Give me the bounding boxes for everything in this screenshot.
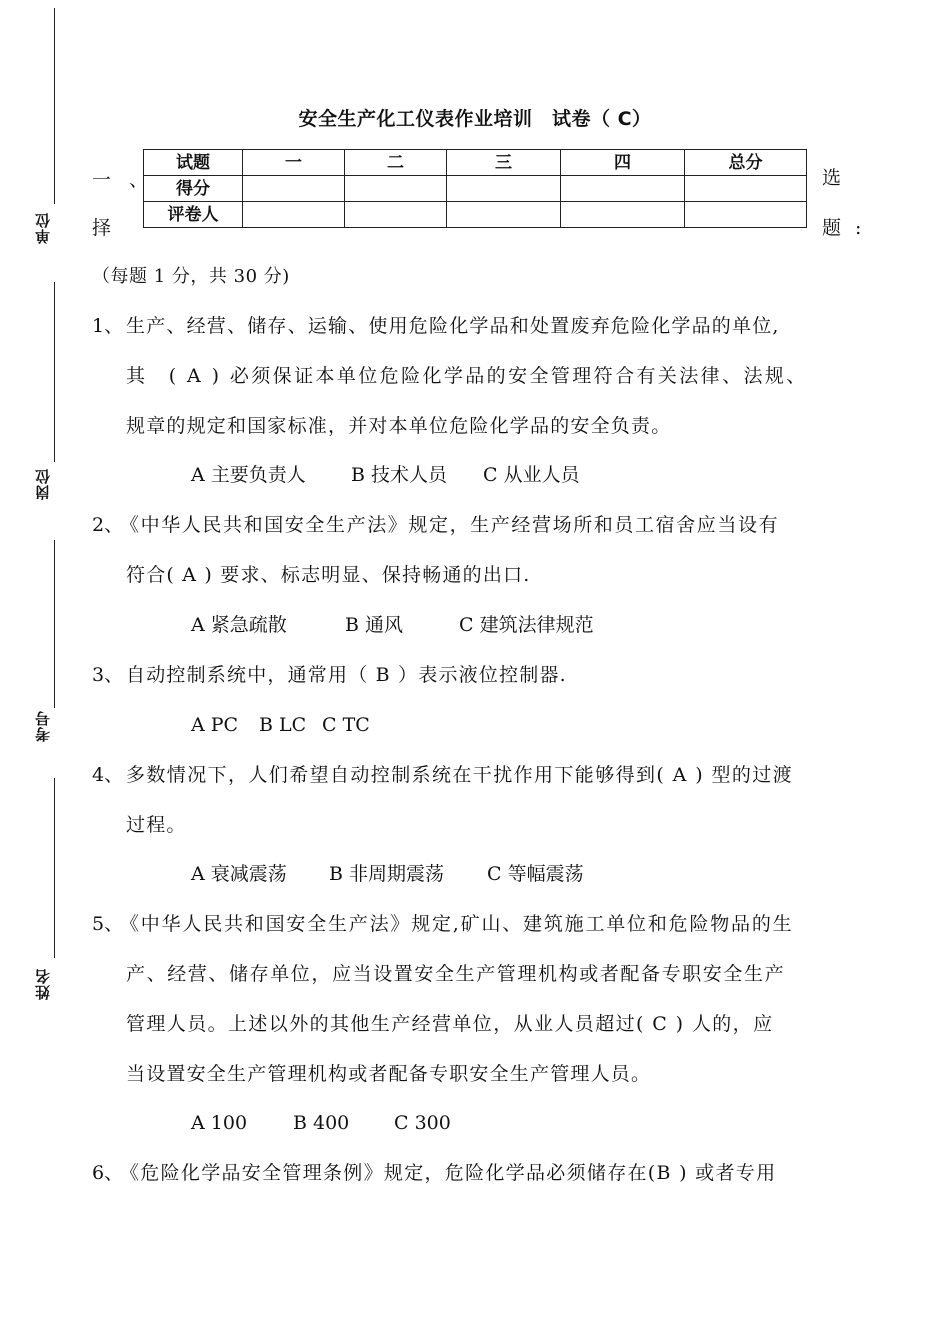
score-table-header: 四 — [561, 150, 685, 176]
grader-row-label: 评卷人 — [144, 202, 243, 228]
question-options — [191, 1110, 451, 1136]
question-options — [191, 861, 584, 887]
option-a[interactable]: A 主要负责人 — [191, 464, 306, 486]
question-text: 《危险化学品安全管理条例》规定，危险化学品必须储存在(B ) 或者专用 — [120, 1162, 777, 1184]
score-row-label: 得分 — [144, 176, 243, 202]
question-text: 多数情况下，人们希望自动控制系统在干扰作用下能够得到( A ) 型的过渡 — [126, 764, 794, 786]
question-number: 2、 — [92, 514, 124, 536]
question-text: 符合( A ) 要求、标志明显、保持畅通的出口. — [126, 564, 531, 586]
score-table-header: 试题 — [144, 150, 243, 176]
question-text: 生产、经营、储存、运输、使用危险化学品和处置废弃危险化学品的单位, — [126, 315, 780, 337]
score-table-row-score — [144, 176, 807, 202]
score-table-header: 一 — [243, 150, 345, 176]
option-c[interactable]: C 等幅震荡 — [487, 863, 584, 885]
option-c[interactable]: C 300 — [394, 1112, 451, 1134]
option-a[interactable]: A 衰减震荡 — [191, 863, 287, 885]
score-table-header: 二 — [345, 150, 447, 176]
margin-label-post: 岗位 — [34, 468, 52, 500]
option-a[interactable]: A PC — [191, 714, 239, 736]
question-text: 《中华人民共和国安全生产法》规定，生产经营场所和员工宿舍应当设有 — [120, 514, 780, 536]
grader-cell[interactable] — [243, 202, 345, 228]
section-heading-part-3: 题 : — [822, 217, 866, 239]
margin-rule-4 — [54, 778, 55, 958]
question-number: 5、 — [92, 913, 124, 935]
score-table — [143, 149, 807, 228]
section-heading-number: 一 、 — [92, 169, 155, 191]
section-heading-part-2: 择 — [92, 217, 112, 239]
grader-cell[interactable] — [561, 202, 685, 228]
exam-title: 安全生产化工仪表作业培训 试卷（ C） — [298, 108, 652, 130]
margin-label-name: 姓名 — [34, 968, 52, 1000]
question-options — [191, 462, 580, 488]
margin-label-exam-number: 考号 — [34, 710, 52, 742]
option-b[interactable]: B LC — [259, 714, 307, 736]
question-options — [191, 612, 594, 638]
option-b[interactable]: B 非周期震荡 — [329, 863, 445, 885]
question-text: 《中华人民共和国安全生产法》规定,矿山、建筑施工单位和危险物品的生 — [120, 913, 794, 935]
option-a[interactable]: A 紧急疏散 — [191, 614, 287, 636]
question-number: 1、 — [92, 315, 124, 337]
grader-cell[interactable] — [447, 202, 561, 228]
question-text: 过程。 — [126, 814, 187, 836]
question-text: 规章的规定和国家标准，并对本单位危险化学品的安全负责。 — [126, 415, 672, 437]
section-heading-part-1: 选 — [822, 167, 842, 189]
question-text: 其 ( A ) 必须保证本单位危险化学品的安全管理符合有关法律、法规、 — [126, 365, 808, 387]
score-table-header: 三 — [447, 150, 561, 176]
margin-rule-3 — [54, 540, 55, 708]
margin-label-unit: 单位 — [34, 212, 52, 244]
option-c[interactable]: C TC — [322, 714, 370, 736]
score-cell[interactable] — [345, 176, 447, 202]
option-c[interactable]: C 从业人员 — [483, 464, 580, 486]
score-table-header: 总分 — [685, 150, 807, 176]
option-b[interactable]: B 400 — [293, 1112, 350, 1134]
question-options — [191, 712, 370, 738]
grader-cell[interactable] — [345, 202, 447, 228]
section-score-note: （每题 1 分，共 30 分) — [92, 266, 290, 287]
question-number: 4、 — [92, 764, 124, 786]
question-number: 6、 — [92, 1162, 124, 1184]
margin-rule-2 — [54, 282, 55, 462]
option-c[interactable]: C 建筑法律规范 — [459, 614, 594, 636]
score-table-row-grader — [144, 202, 807, 228]
score-cell[interactable] — [561, 176, 685, 202]
option-a[interactable]: A 100 — [191, 1112, 248, 1134]
option-b[interactable]: B 通风 — [345, 614, 404, 636]
question-text: 管理人员。上述以外的其他生产经营单位，从业人员超过( C ) 人的，应 — [126, 1013, 774, 1035]
question-text: 自动控制系统中，通常用（ B ）表示液位控制器. — [126, 664, 567, 686]
question-text: 产、经营、储存单位，应当设置安全生产管理机构或者配备专职安全生产 — [126, 963, 786, 985]
score-cell[interactable] — [447, 176, 561, 202]
score-table-header-row — [144, 150, 807, 176]
question-text: 当设置安全生产管理机构或者配备专职安全生产管理人员。 — [126, 1063, 652, 1085]
question-number: 3、 — [92, 664, 124, 686]
option-b[interactable]: B 技术人员 — [351, 464, 448, 486]
grader-cell[interactable] — [685, 202, 807, 228]
score-cell[interactable] — [685, 176, 807, 202]
score-cell[interactable] — [243, 176, 345, 202]
